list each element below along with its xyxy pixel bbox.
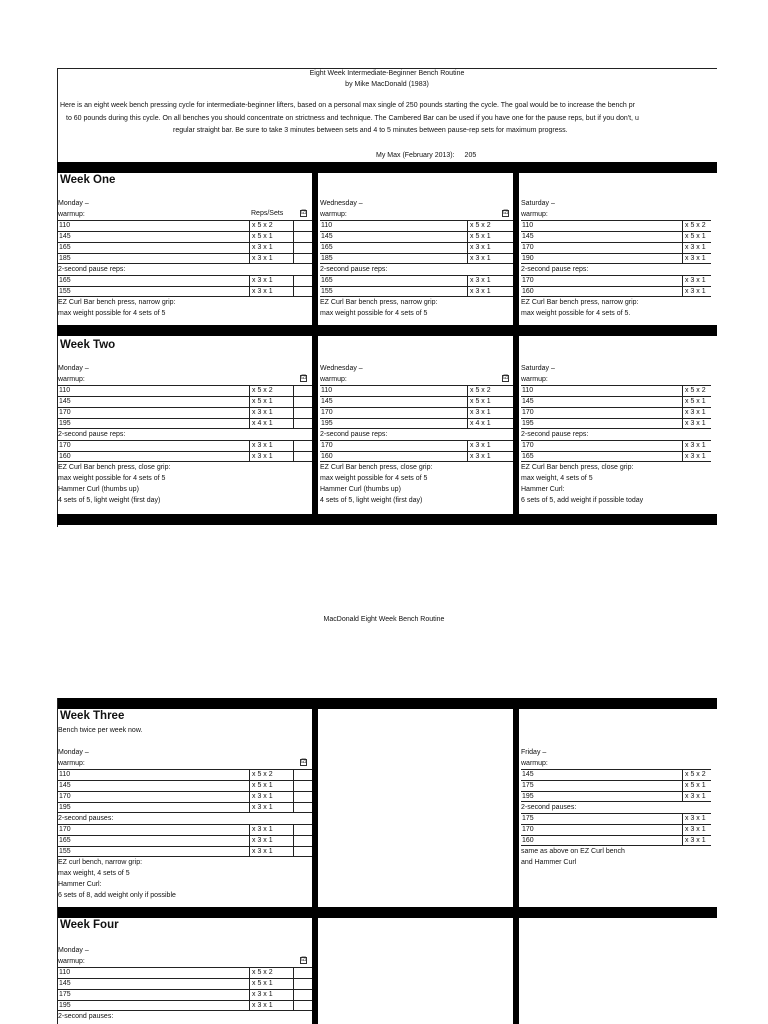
pause-label: 2-second pauses: [58,815,114,822]
note: max weight possible for 4 sets of 5 [58,475,166,482]
note: max weight possible for 4 sets of 5 [320,475,428,482]
table-row: 145 x 5 x 1 [58,396,312,407]
warmup-label: warmup: [521,760,548,767]
pause-label: 2-second pause reps: [58,266,126,273]
column-bar [513,698,519,1024]
week-two-title: Week Two [60,339,116,351]
separator-bar [57,325,717,336]
day-label: Friday – [521,749,547,756]
note: EZ Curl Bar bench press, narrow grip: [320,299,438,306]
day-label: Saturday – [521,365,555,372]
pause-label: 2-second pause reps: [521,266,589,273]
table-row: 170 x 3 x 1 [58,791,312,802]
table-row: 165 x 3 x 1 [320,275,513,286]
day-label: Wednesday – [320,200,363,207]
table-row: 175 x 5 x 1 [521,780,711,791]
pause-label: 2-second pauses: [521,804,577,811]
day-label: Monday – [58,749,89,756]
table-row: 110 x 5 x 2 [58,967,312,978]
table-row: 195 x 3 x 1 [58,802,312,813]
warmup-label: warmup: [58,376,85,383]
table-row: 145 x 5 x 1 [58,780,312,791]
table-row: 110 x 5 x 2 [320,220,513,231]
checkbox-icon[interactable]: ☑ [503,210,509,216]
table-row: 165 x 3 x 1 [58,242,312,253]
table-row: 170 x 3 x 1 [320,407,513,418]
table-row: 195 x 4 x 1 [320,418,513,429]
table-row: 170 x 3 x 1 [521,407,711,418]
table-row: 165 x 3 x 1 [320,242,513,253]
day-label: Monday – [58,200,89,207]
table-row: 110 x 5 x 2 [521,385,711,396]
table-row: 170 x 3 x 1 [521,275,711,286]
table-row: 160 x 3 x 1 [521,835,711,846]
table-row: 195 x 3 x 1 [521,791,711,802]
column-bar [312,162,318,525]
warmup-label: warmup: [320,376,347,383]
table-row: 165 x 3 x 1 [58,835,312,846]
pause-label: 2-second pause reps: [58,431,126,438]
week-four-title: Week Four [60,919,119,931]
note: EZ Curl Bar bench press, close grip: [521,464,634,471]
day-label: Monday – [58,365,89,372]
note: 6 sets of 8, add weight only if possible [58,892,176,899]
max-value: 205 [464,152,477,159]
note: max weight possible for 4 sets of 5 [58,310,166,317]
note: EZ curl bench, narrow grip: [58,859,143,866]
table-row: 185 x 3 x 1 [320,253,513,264]
week-one-title: Week One [60,174,116,186]
note: Hammer Curl: [521,486,565,493]
table-row: 145 x 5 x 1 [58,978,312,989]
column-bar [513,162,519,525]
checkbox-icon[interactable]: ☑ [301,759,307,765]
separator-bar [57,907,717,918]
table-row: 160 x 3 x 1 [58,451,312,462]
table-row: 110 x 5 x 2 [320,385,513,396]
day-label: Saturday – [521,200,555,207]
separator-bar [57,514,717,525]
intro-line: regular straight bar. Be sure to take 3 minutes between sets and 4 to 5 minutes between pause-rep sets for maximum progress. [173,127,568,134]
note: 4 sets of 5, light weight (first day) [58,497,161,504]
table-row: 175 x 3 x 1 [521,813,711,824]
note: max weight, 4 sets of 5 [521,475,593,482]
note: Hammer Curl (thumbs up) [320,486,401,493]
pause-label: 2-second pause reps: [521,431,589,438]
checkbox-icon[interactable]: ☑ [503,375,509,381]
table-row: 175 x 3 x 1 [58,989,312,1000]
max-label: My Max (February 2013): [376,152,455,159]
table-row: 110 x 5 x 2 [521,220,711,231]
warmup-label: warmup: [58,760,85,767]
table-row: 110 x 5 x 2 [58,385,312,396]
table-row: 170 x 3 x 1 [58,407,312,418]
note: Hammer Curl (thumbs up) [58,486,139,493]
table-row: 145 x 5 x 1 [320,231,513,242]
table-row: 155 x 3 x 1 [320,286,513,297]
warmup-label: warmup: [320,211,347,218]
pause-label: 2-second pause reps: [320,266,388,273]
note: 4 sets of 5, light weight (first day) [320,497,423,504]
table-row: 195 x 4 x 1 [58,418,312,429]
checkbox-icon[interactable]: ☑ [301,375,307,381]
note: max weight possible for 4 sets of 5. [521,310,631,317]
note: EZ Curl Bar bench press, narrow grip: [58,299,176,306]
intro-line: Here is an eight week bench pressing cycle for intermediate-beginner lifters, based on a personal max single of 250 pounds starting the cycle. The goal would be to increase the bench pr [60,102,635,109]
checkbox-icon[interactable]: ☑ [301,957,307,963]
note: EZ Curl Bar bench press, close grip: [58,464,171,471]
table-row: 145 x 5 x 1 [521,231,711,242]
note: max weight, 4 sets of 5 [58,870,130,877]
table-row: 110 x 5 x 2 [58,769,312,780]
separator-bar [57,162,717,173]
intro-line: to 60 pounds during this cycle. On all benches you should concentrate on strictness and technique. The Cambered Bar can be used if you have one for the pause reps, but if you don't, u [66,114,639,122]
table-row: 155 x 3 x 1 [58,846,312,857]
warmup-label: warmup: [58,958,85,965]
day-label: Monday – [58,947,89,954]
pause-label: 2-second pause reps: [320,431,388,438]
note: 6 sets of 5, add weight if possible today [521,497,644,504]
max-row [376,152,476,159]
note: same as above on EZ Curl bench [521,848,625,855]
table-row: 170 x 3 x 1 [58,824,312,835]
table-row: 155 x 3 x 1 [58,286,312,297]
table-row: 145 x 5 x 1 [521,396,711,407]
table-row: 170 x 3 x 1 [521,242,711,253]
note: EZ Curl Bar bench press, close grip: [320,464,433,471]
table-row: 170 x 3 x 1 [521,440,711,451]
table-row: 195 x 3 x 1 [58,1000,312,1011]
warmup-label: warmup: [58,211,85,218]
intro-text [60,100,760,138]
table-row: 165 x 3 x 1 [521,451,711,462]
page-two-title: MacDonald Eight Week Bench Routine [323,616,445,623]
table-row: 110 x 5 x 2 [58,220,312,231]
routine-author: by Mike MacDonald (1983) [345,81,429,88]
note: max weight possible for 4 sets of 5 [320,310,428,317]
table-row: 195 x 3 x 1 [521,418,711,429]
warmup-label: warmup: [521,211,548,218]
table-row: 145 x 5 x 1 [58,231,312,242]
table-row: 165 x 3 x 1 [58,275,312,286]
table-row: 170 x 3 x 1 [521,824,711,835]
table-row: 170 x 3 x 1 [320,440,513,451]
table-row: 145 x 5 x 2 [521,769,711,780]
table-row: 145 x 5 x 1 [320,396,513,407]
routine-title: Eight Week Intermediate-Beginner Bench Routine [309,70,465,77]
table-row: 160 x 3 x 1 [320,451,513,462]
table-row: 185 x 3 x 1 [58,253,312,264]
week-three-title: Week Three [60,710,125,722]
separator-bar [57,698,717,709]
note: Hammer Curl: [58,881,102,888]
week-three-subtitle: Bench twice per week now. [58,727,143,734]
note: and Hammer Curl [521,859,577,866]
note: EZ Curl Bar bench press, narrow grip: [521,299,639,306]
table-row: 170 x 3 x 1 [58,440,312,451]
reps-sets-header: Reps/Sets [251,210,284,217]
pause-label: 2-second pauses: [58,1013,114,1020]
warmup-label: warmup: [521,376,548,383]
checkbox-icon[interactable]: ☑ [301,210,307,216]
day-label: Wednesday – [320,365,363,372]
column-bar [312,698,318,1024]
table-row: 160 x 3 x 1 [521,286,711,297]
table-row: 190 x 3 x 1 [521,253,711,264]
